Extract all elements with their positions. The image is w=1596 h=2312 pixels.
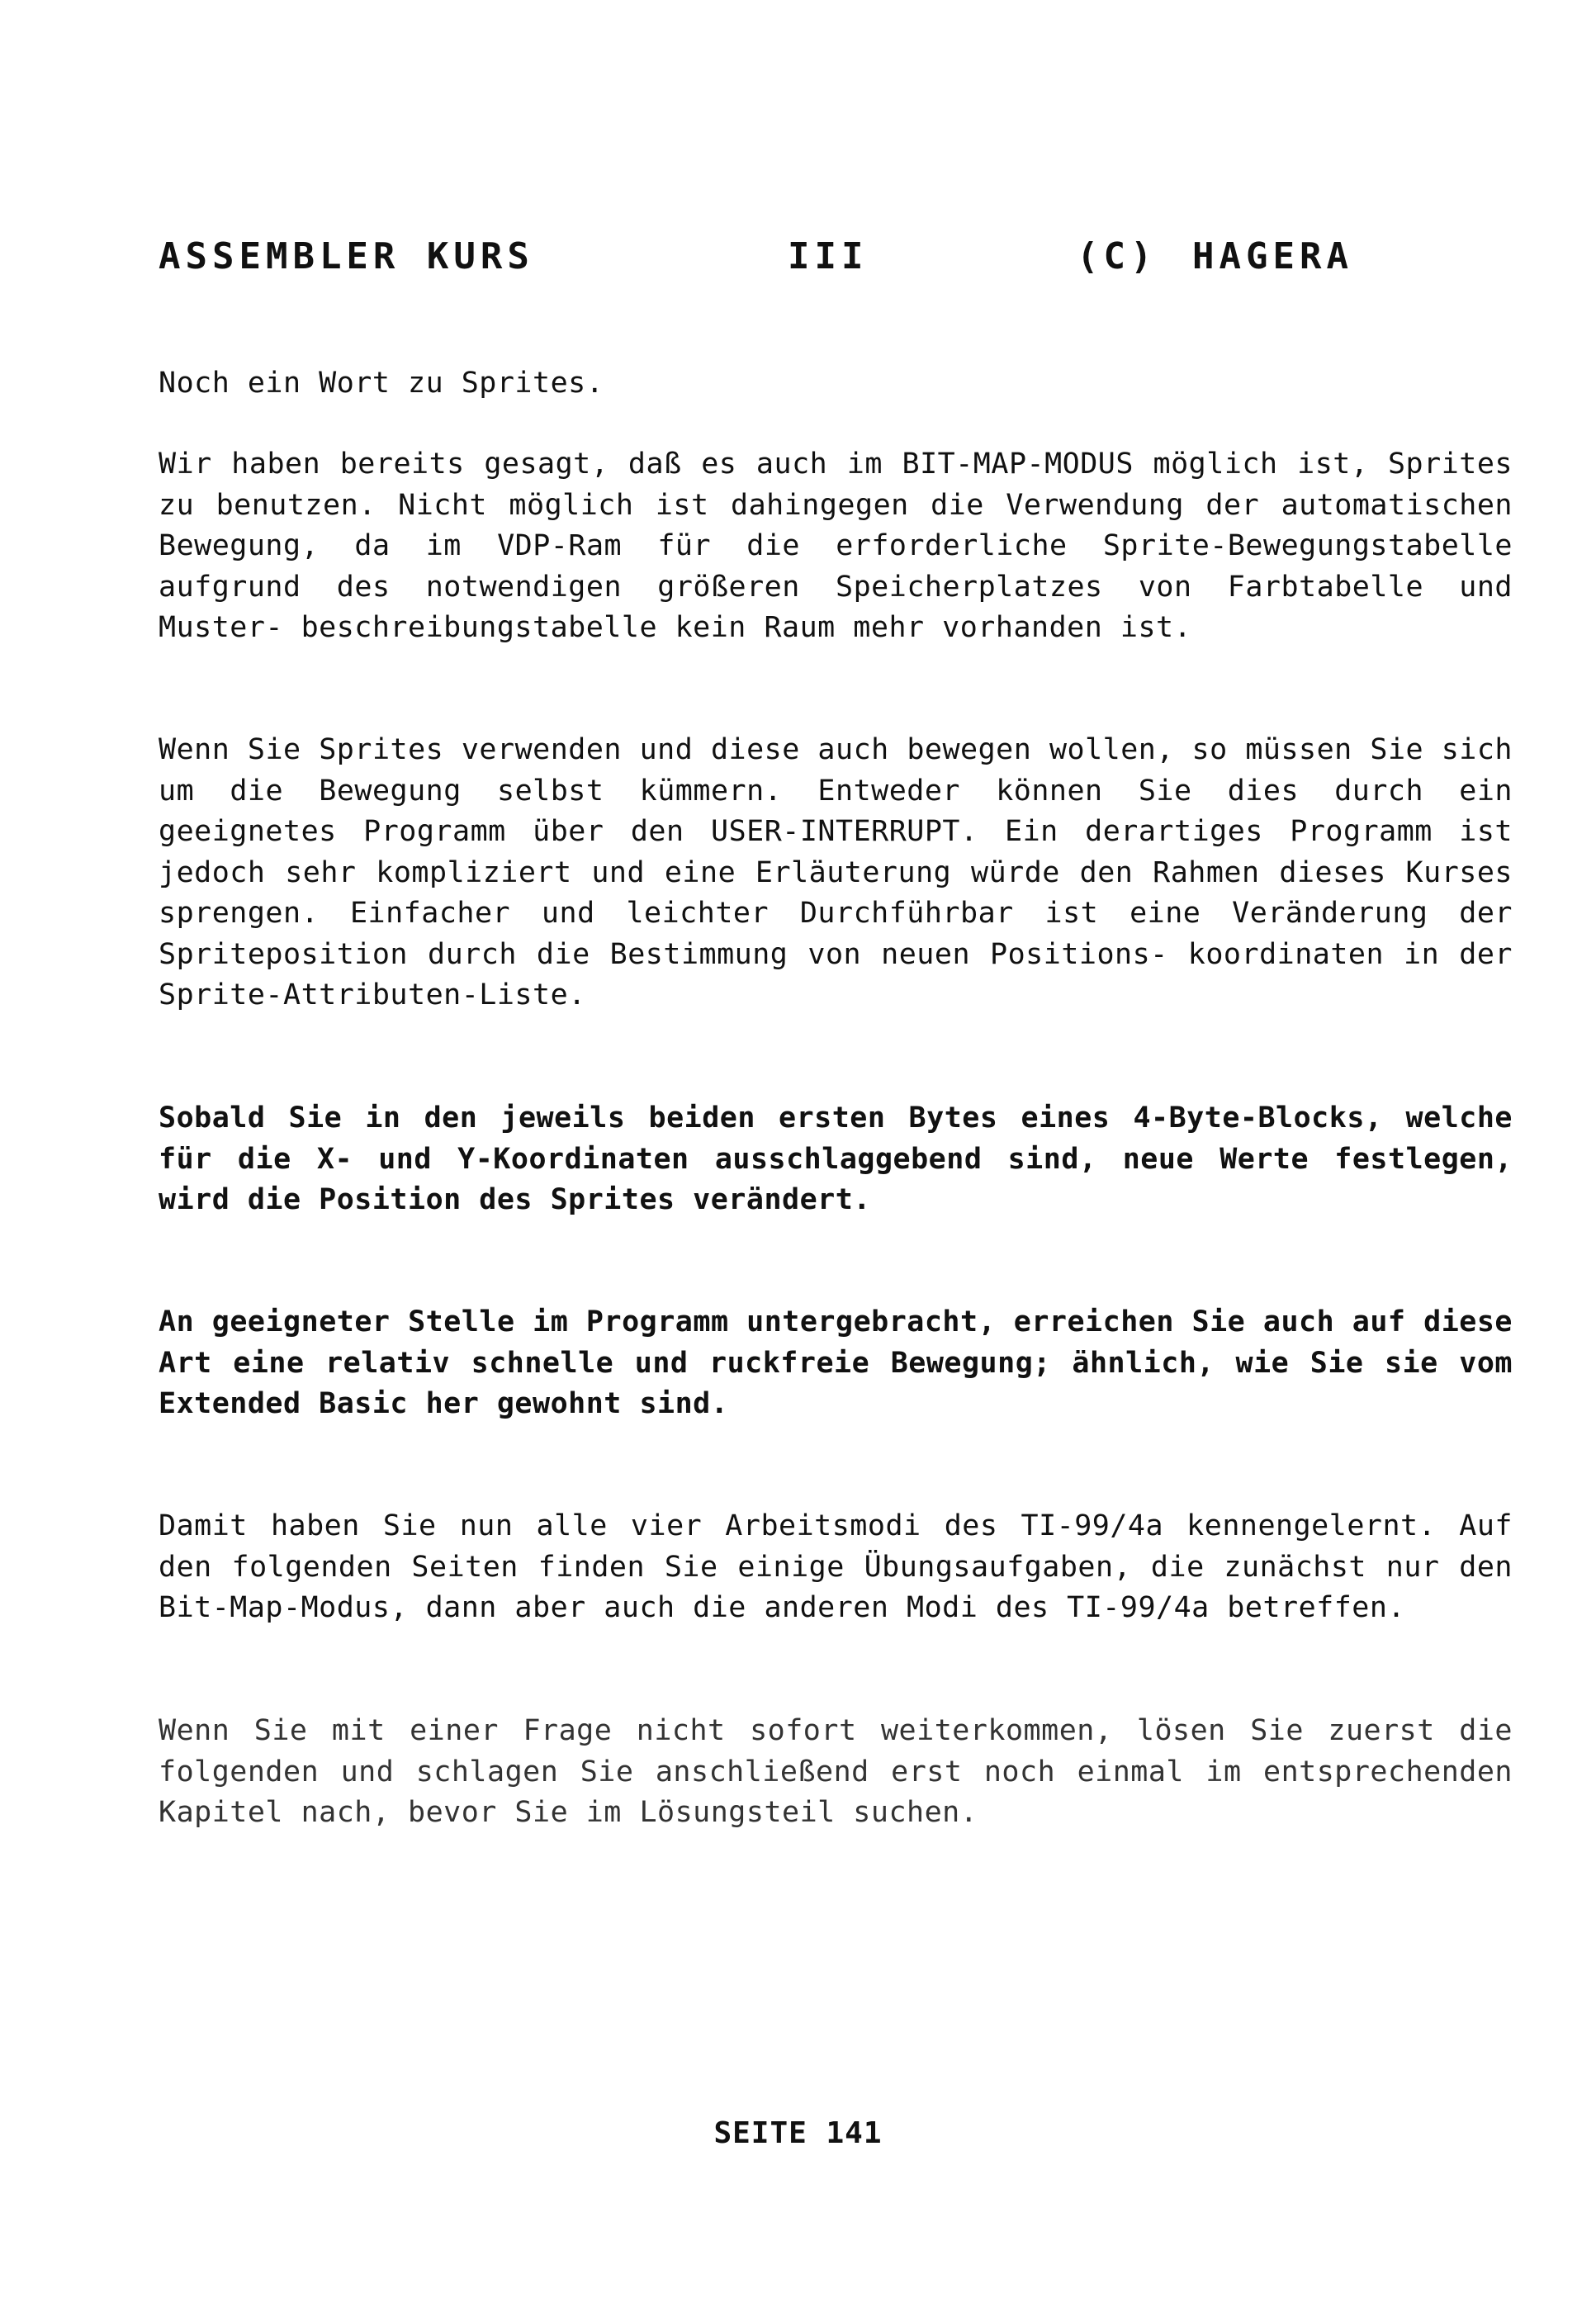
page-number: SEITE 141 [713, 2116, 883, 2150]
header-volume: III [788, 235, 869, 277]
paragraph-intro: Noch ein Wort zu Sprites. [159, 367, 604, 400]
header-title: ASSEMBLER KURS [159, 235, 534, 277]
paragraph-bitmap-sprites: Wir haben bereits gesagt, daß es auch im BIT-MAP-MODUS möglich ist, Sprites zu benutzen. Nicht möglich ist dahingegen die Verwendung der automatischen Bewegung, da im VDP-Ram für die erforderliche Sprite-Bewegungstabelle aufgrund des notwendigen größeren Speicherplatzes von Farbtabelle und Muster- beschreibungstabelle kein Raum mehr vorhanden ist. [159, 448, 1513, 644]
paragraph-byte-blocks: Sobald Sie in den jeweils beiden ersten Bytes eines 4-Byte-Blocks, welche für die X- und Y-Koordinaten ausschlaggebend sind, neue Werte festlegen, wird die Position des Sprites verändert. [159, 1102, 1513, 1216]
paragraph-work-modes: Damit haben Sie nun alle vier Arbeitsmodi des TI-99/4a kennengelernt. Auf den folgenden Seiten finden Sie einige Übungsaufgaben, die zunächst nur den Bit-Map-Modus, dann aber auch die anderen Modi des TI-99/4a betreffen. [159, 1509, 1513, 1624]
header-author: HAGERA [1192, 235, 1353, 277]
header-copyright: (C) [1077, 235, 1158, 277]
paragraph-program-placement: An geeigneter Stelle im Programm untergebracht, erreichen Sie auch auf diese Art eine relativ schnelle und ruckfreie Bewegung; ähnlich, wie Sie sie vom Extended Basic her gewohnt sind. [159, 1305, 1513, 1420]
page-header [159, 235, 1447, 285]
paragraph-sprite-movement: Wenn Sie Sprites verwenden und diese auch bewegen wollen, so müssen Sie sich um die Bewegung selbst kümmern. Entweder können Sie dies durch ein geeignetes Programm über den USER-INTERRUPT. Ein derartiges Programm ist jedoch sehr kompliziert und eine Erläuterung würde den Rahmen dieses Kurses sprengen. Einfacher und leichter Durchführbar ist eine Veränderung der Spriteposition durch die Bestimmung von neuen Positions- koordinaten in der Sprite-Attributen-Liste. [159, 733, 1513, 1012]
paragraph-exercise-hint: Wenn Sie mit einer Frage nicht sofort weiterkommen, lösen Sie zuerst die folgenden und schlagen Sie anschließend erst noch einmal im entsprechenden Kapitel nach, bevor Sie im Lösungsteil suchen. [159, 1714, 1513, 1829]
